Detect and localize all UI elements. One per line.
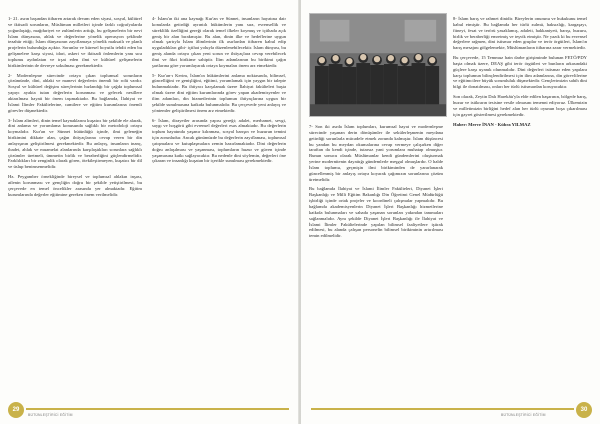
paragraph: Son olarak, Zeytin Dalı Harekâtı'yla elde edilen başarının, bölgede barış, huzur ve istikrarın tesisine vesile olmasını temenni ediyoruz. Ülkemizin ve milletimizin birliğini hedef alan her türlü oyunun boşa çıkarılması için gayret gösterilmesi gerekmektedir. [453, 94, 587, 117]
left-page-column-1 [8, 16, 142, 396]
byline: Haber: Merve İNAN - Kübra YILMAZ [453, 121, 531, 127]
paragraph: 7- Son iki asrda İslam toplumları, kurumsal hayat ve modernleşme sürecinde yaşanan derin dönüşümler ile sekülerleşmenin meydana getirdiği sorunlarla mücadele etmek zorunda kalmıştır. İslam düşüncesi bu yandan bu meydan okumalarına cevap vermeye çalışırken diğer taraftan da kendi içinde, tutarsız yani yorumlara muhatap olmuştur. Bunun sonucu olarak Müslümanlar kendi gündemlerini oluşturmak yerine modernitenin dayattığı gündemlerle meşgul olmuşlardır. O halde İslam toplumu, geçmişin ilmi birikiminden de yararlanarak güncellenmiş bir anlayış ortaya koyarak çağımızın sorunlarına çözüm üretmelidir. [309, 124, 443, 182]
page-number: 29 [8, 402, 24, 418]
paragraph: Hz. Peygamber örnekliğinde bireysel ve toplumsal ahlakın inşası, ailenin korunması ve gençliğin doğru bir şekilde yetiştirilmesi, bu çerçevede en temel öncelikler arasında yer almaktadır. Eğitim kurumlarında değerler eğitimine gereken önem verilmelidir. [8, 174, 142, 197]
left-page-footer [0, 400, 299, 424]
footer-label: BÜTÜNLEŞTİRİCİ EĞİTİM [28, 413, 73, 417]
paragraph: Bu çerçevede, 15 Temmuz hain darbe girişiminde bulunan FETÖ/PDY başta olmak üzere, DEAŞ gibi terör örgütleri ve bunların arkasındaki güçlere karşı uyanık olunmalıdır. Dini değerleri istismar eden yapılara karşı toplumun bilinçlendirilmesi için ilim adamlarına, din görevlilerine ve eğitimcilere büyük sorumluluk düşmektedir. Gençlerimizin sahih dini bilgi ile donatılması, onları her türlü istismardan koruyacaktır. [453, 55, 587, 90]
footer-rule [311, 408, 574, 410]
paragraph: 3- İslam alimleri, dinin temel kaynaklarını kuşatıcı bir şekilde ele alarak, dini anlama ve yorumlama konusunda sağlıklı bir metodoloji ortaya koymalıdır. Kur'an ve Sünnet bütünlüğü içinde, ilmi geleneğin birikimini dikkate alan, çağın ihtiyaçlarına cevap veren bir din anlayışının geliştirilmesi gerekmektedir. Bu anlayış, insanların inanç, ibadet, ahlak ve muamelat alanlarında karşılaştıkları sorunlara sağlıklı çözümler üretmeli, ümmetin birlik ve beraberliğini güçlendirmelidir. Farklılıkları bir zenginlik olarak gören, ötekileştirmeyen, kuşatıcı bir dil ve üslup benimsenmelidir. [8, 117, 142, 170]
right-page-column-2 [453, 16, 587, 396]
paragraph: 2- Modernleşme sürecinde ortaya çıkan toplumsal sorunların çözümünde, dini, ahlaki ve manevi değerlerin önemli bir rolü vardır. Sosyal ve kültürel değişim süreçlerinin hızlandığı bir çağda toplumsal yapıyı ayakta tutan değerlerin korunması ve gelecek nesillere aktarılması hayati bir önem taşımaktadır. Bu bağlamda, İlahiyat ve İslami İlimler Fakültelerine, camilere ve eğitim kurumlarına önemli görevler düşmektedir. [8, 72, 142, 113]
footer-label: BÜTÜNLEŞTİRİCİ EĞİTİM [501, 413, 546, 417]
photo-image [310, 14, 446, 116]
paragraph: Bu bağlamda İlahiyat ve İslami İlimler Fakülteleri, Diyanet İşleri Başkanlığı ve Milli Eğitim Bakanlığı Din Öğretimi Genel Müdürlüğü işbirliği içinde ortak projeler ve koordineli çalışmalar yapmalıdır. Bu bağlamda akademisyenlerin Diyanet İşleri Başkanlığı hizmetlerine katkıda bulunmaları ve sahada yaşanan sorunları yakından tanımaları sağlanmalıdır. Aynı şekilde Diyanet İşleri Başkanlığı ile İlahiyat ve İslami İlimler Fakültelerinde yapılan bilimsel faaliyetlere iştirak edilmesi, bu alanda çalışan personelin bilimsel birikiminin artırılması temin edilmelidir. [309, 186, 443, 239]
right-page-column-1 [309, 124, 443, 396]
paragraph: 1- 21. asrın başından itibaren artarak devam eden siyasi, sosyal, kültürel ve iktisadi sorunların, Müslüman milletleri içinde farklı coğrafyalarda yoğunlaştığı, mağduriyet ve zulümlerin arttığı, bu gelişmelerin bir nevi İslam dünyasına, ahlak ve değerlerine yönelik operasyon şeklinde tezahür ettiği; İslam dünyasının zayıflamaya yönelik maksatlı ve planlı projelerin bulunduğu açıktır. Sorunlar ve küresel boyutlu tehdit eden bu gelişmelere karşı siyasi, idari, askeri ve iktisadi önlemlerin yanı sıra toplumu aydınlatan ve irşat eden ilmi ve kültürel gelişmelerin birikimlerinin de devreye sokulması gerekmektedir. [8, 16, 142, 68]
left-page-column-2 [152, 16, 286, 396]
paragraph: 6- İslam, dirayetler arasında yapısı gereği; adalet, merhamet, sevgi, saygı ve hoşgörü gibi evrensel değerleri esas almaktadır. Bu değerlerin toplum hayatında yaşanır kılınması, sosyal barışın ve huzurun temini için zorunludur. Ancak günümüzde bu değerlerin zayıflaması, toplumsal çatışmalara ve kutuplaşmalara zemin hazırlamaktadır. Dini değerlerin doğru anlaşılması ve yaşanması, toplumların huzur ve güven içinde yaşamasına katkı sağlayacaktır. Bu nedenle dini söylemin, değerleri öne çıkaran ve insanlığı kuşatan bir içerikle sunulması gerekmektedir. [152, 117, 286, 164]
left-page [0, 0, 299, 424]
paragraph: 4- İslam'ın iki ana kaynağı Kur'an ve Sünnet, insanların hayatına dair konularda getirdiği ayrıntılı hükümlerin yanı sıra, evrensellik ve süreklilik özelliğini gereği olarak temel ilkeler koymuş ve içtihada açık geniş bir alan bırakmıştır. Bu alan, dinin ilke ve hedeflerine uygun olmak şartıyla İslam âlimlerinin ilk asırlardan itibaren kabul edip uyguladıkları gibi- içtihat yoluyla düzenlenebilecektir. İslam dünyası, bu geniş alanda ortaya çıkan yeni sorun ve ihtiyaçlara cevap verebilecek ilmi ve fikri birikime sahiptir. İlim adamlarının bu birikimi çağın şartlarına göre yorumlayarak ortaya koymaları önem arz etmektedir. [152, 16, 286, 68]
paragraph: 8- İslam barış ve rahmet dinidir. Bireylerin onurunu ve hukukunu temel kabul etmiştir. Bu bağlamda her türlü zulmü, haksızlığı, kargaşayı, fitneyi, fesat ve terörü yasaklamış, adaleti, hakkaniyeti, barışı, huzuru, birlik ve beraberliği emretmiş ve teşvik etmiştir. Ne yazık ki bu evrensel değerlere rağmen, dini istismar eden gruplar ve terör örgütleri, İslam'ın barış mesajını gölgelemekte, Müslümanların itibarına zarar vermektedir. [453, 16, 587, 51]
right-page-footer [301, 400, 600, 424]
paragraph: 5- Kur'an-ı Kerim, İslam'ın hükümlerini anlama noktasında, bilimsel, güncelliğini ve genişliğini, eğitimi, yorumlamak için yaygın bir talepte bulunmaktadır. Bu ihtiyacı karşılamak üzere İlahiyat fakülteleri başta olmak üzere dini eğitim kurumlarında görev yapan akademisyenler ve ilim adamları, din hizmetlerinin toplumun ihtiyaçlarına uygun bir şekilde sunulmasına katkıda bulunmalıdır. Bu çerçevede yeni anlayış ve yöntemler geliştirilmesi önem arz etmektedir. [152, 72, 286, 113]
footer-rule [26, 408, 289, 410]
right-page [301, 0, 600, 424]
group-photo [309, 13, 447, 117]
page-number: 30 [576, 402, 592, 418]
